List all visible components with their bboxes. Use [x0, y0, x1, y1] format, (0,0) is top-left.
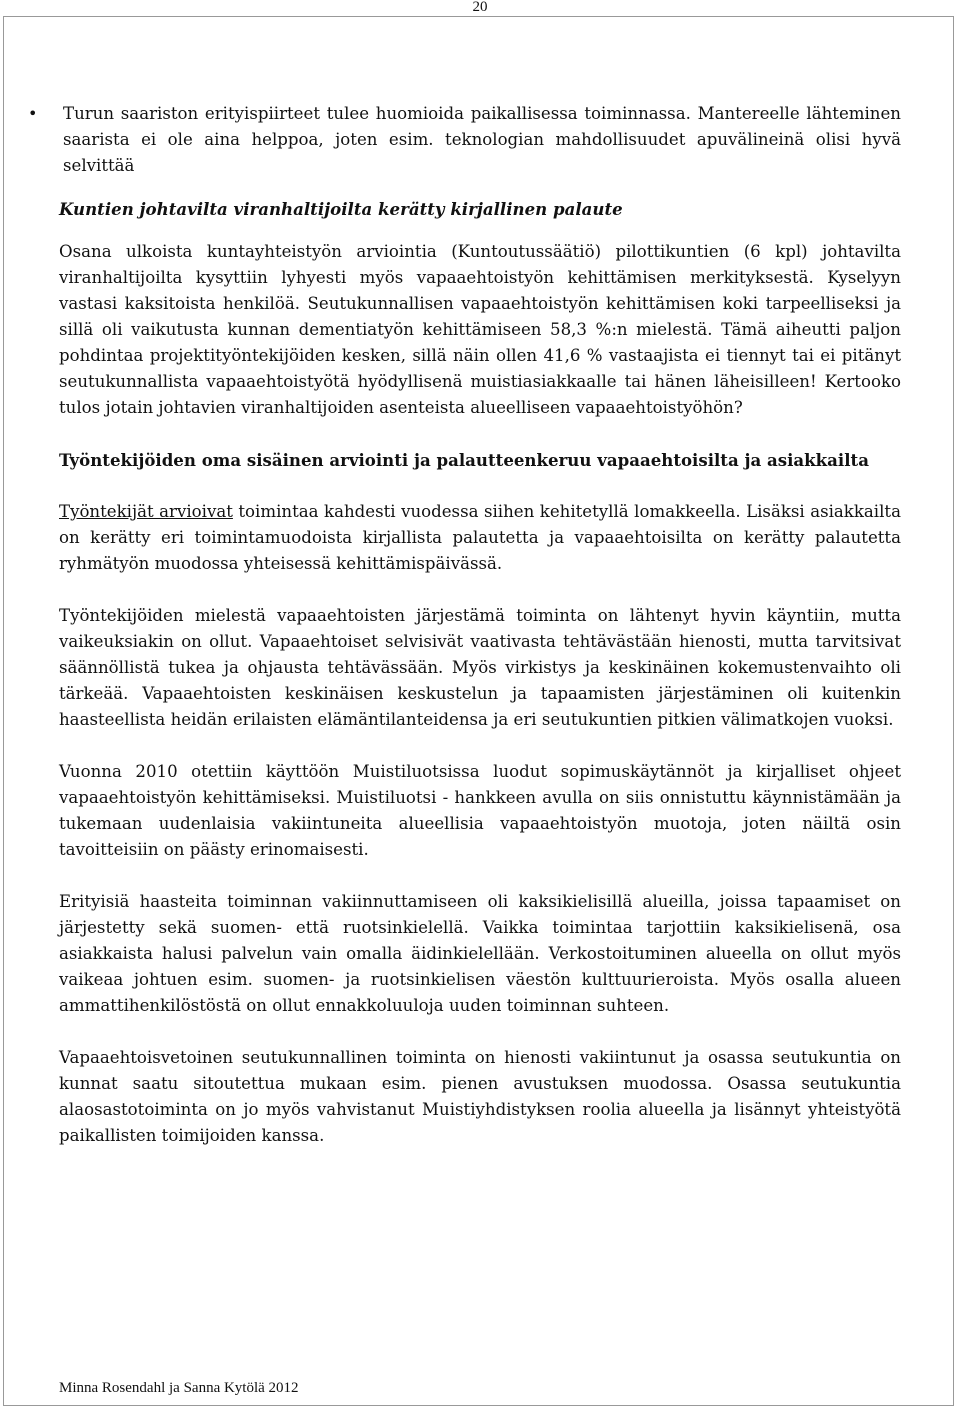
- paragraph-challenges: Erityisiä haasteita toiminnan vakiinnuttamiseen oli kaksikielisillä alueilla, joissa tapaamiset on järjestetty sekä suomen- että ruotsinkielellä. Vaikka toimintaa tarjottiin kaksikielisenä, osa asiakkaista halusi palvelun vain omalla äidinkielellään. Verkostoituminen alueella on ollut myös vaikeaa johtuen esim. suomen- ja ruotsinkielisen väestön kulttuurieroista. Myös osalla alueen ammattihenkilöstöstä on ollut ennakkoluuloja uuden toiminnan suhteen.: [59, 892, 901, 1015]
- paragraph-practices: Vuonna 2010 otettiin käyttöön Muistiluotsissa luodut sopimuskäytännöt ja kirjalliset ohjeet vapaaehtoistyön kehittämiseksi. Muistiluotsi - hankkeen avulla on siis onnistuttu käynnistämään ja tukemaan uudenlaisia vakiintuneita alueellisia vapaaehtoistyön muotoja, joten näiltä osin tavoitteisiin on päästy erinomaisesti.: [59, 762, 901, 859]
- page-number: 20: [472, 0, 488, 15]
- bullet-list: [28, 101, 901, 179]
- paragraph-volunteers: Työntekijöiden mielestä vapaaehtoisten järjestämä toiminta on lähtenyt hyvin käyntiin, mutta vaikeuksiakin on ollut. Vapaaehtoiset selvisivät vaativasta tehtävästään hienosti, mutta tarvitsivat säännöllistä tukea ja ohjausta tehtävässään. Myös virkistys ja keskinäinen kokemustenvaihto oli tärkeää. Vapaaehtoisten keskinäisen keskustelun ja tapaamisten järjestäminen oli kuitenkin haasteellista heidän erilaisten elämäntilanteidensa ja eri seutukuntien pitkien välimatkojen vuoksi.: [59, 606, 901, 729]
- underlined-phrase: Työntekijät arvioivat: [59, 502, 233, 521]
- section-subheading: Kuntien johtavilta viranhaltijoilta kerätty kirjallinen palaute: [59, 199, 623, 219]
- bullet-item: [0, 101, 901, 179]
- page-footer: Minna Rosendahl ja Sanna Kytölä 2012: [59, 1380, 299, 1396]
- bullet-icon: •: [28, 104, 38, 123]
- paragraph-feedback: Osana ulkoista kuntayhteistyön arviointia (Kuntoutussäätiö) pilottikuntien (6 kpl) johtavilta viranhaltijoilta kysyttiin lyhyesti myös vapaaehtoistyön kehittämisen merkityksestä. Kyselyyn vastasi kaksitoista henkilöä. Seutukunnallisen vapaaehtoistyön kehittämisen koki tarpeelliseksi ja sillä oli vaikutusta kunnan dementiatyön kehittämiseen 58,3 %:n mielestä. Tämä aiheutti paljon pohdintaa projektityöntekijöiden kesken, sillä näin ollen 41,6 % vastaajista ei tiennyt tai ei pitänyt seutukunnallista vapaaehtoistyötä hyödyllisenä muistiasiakkaalle tai hänen läheisilleen! Kertooko tulos jotain johtavien viranhaltijoiden asenteista alueelliseen vapaaehtoistyöhön?: [59, 242, 901, 417]
- document-body: [28, 101, 901, 1149]
- paragraph-evaluation: [59, 499, 901, 577]
- section-heading: Työntekijöiden oma sisäinen arviointi ja palautteenkeruu vapaaehtoisilta ja asiakkailta: [59, 450, 869, 470]
- bullet-text: Turun saariston erityispiirteet tulee huomioida paikallisessa toiminnassa. Mantereelle lähteminen saarista ei ole aina helppoa, joten esim. teknologian mahdollisuudet apuvälineinä olisi hyvä selvittää: [63, 104, 901, 175]
- paragraph-evaluation-rest: toimintaa kahdesti vuodessa siihen kehitetyllä lomakkeella. Lisäksi asiakkailta on kerätty eri toimintamuodoista kirjallista palautetta ja vapaaehtoisilta on kerätty palautetta ryhmätyön muodossa yhteisessä kehittämispäivässä.: [59, 502, 901, 573]
- paragraph-regional: Vapaaehtoisvetoinen seutukunnallinen toiminta on hienosti vakiintunut ja osassa seutukuntia on kunnat saatu sitoutettua mukaan esim. pienen avustuksen muodossa. Osassa seutukuntia alaosastotoiminta on jo myös vahvistanut Muistiyhdistyksen roolia alueella ja lisännyt yhteistyötä paikallisten toimijoiden kanssa.: [59, 1048, 901, 1145]
